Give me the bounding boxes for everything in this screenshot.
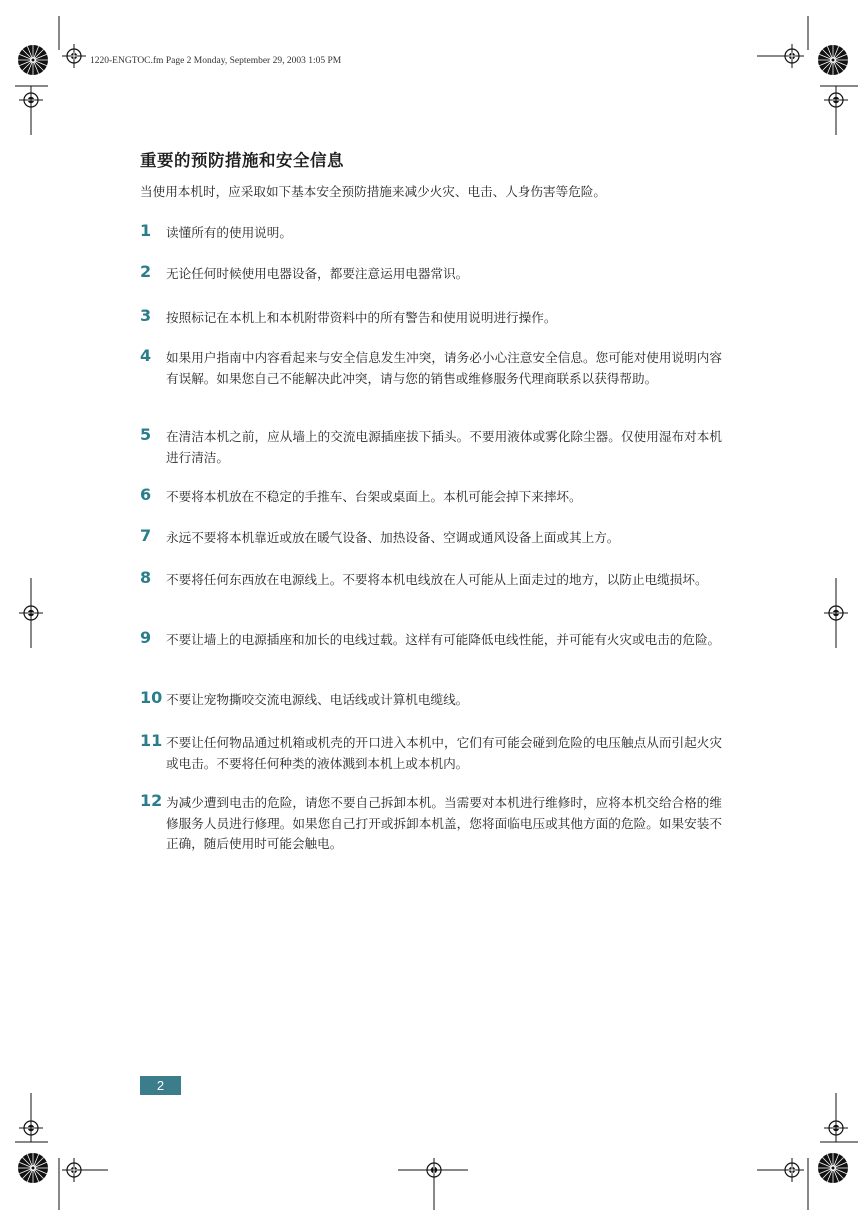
intro-paragraph: 当使用本机时，应采取如下基本安全预防措施来减少火灾、电击、人身伤害等危险。 bbox=[140, 184, 606, 199]
item-number: 4 bbox=[140, 346, 152, 365]
item-text: 如果用户指南中内容看起来与安全信息发生冲突，请务必小心注意安全信息。您可能对使用说明内容有误解。如果您自己不能解决此冲突，请与您的销售或维修服务代理商联系以获得帮助。 bbox=[166, 350, 722, 386]
item-number: 10 bbox=[140, 688, 163, 707]
item-number: 8 bbox=[140, 568, 152, 587]
item-number: 1 bbox=[140, 221, 152, 240]
item-number: 12 bbox=[140, 791, 163, 810]
item-number: 3 bbox=[140, 306, 152, 325]
item-text: 不要让墙上的电源插座和加长的电线过载。这样有可能降低电线性能，并可能有火灾或电击的危险。 bbox=[166, 632, 721, 647]
item-text: 不要让任何物品通过机箱或机壳的开口进入本机中，它们有可能会碰到危险的电压触点从而引起火灾或电击。不要将任何种类的液体溅到本机上或本机内。 bbox=[166, 735, 722, 771]
item-text: 不要将任何东西放在电源线上。不要将本机电线放在人可能从上面走过的地方，以防止电缆损坏。 bbox=[166, 572, 708, 587]
page-number: 2 bbox=[140, 1076, 181, 1095]
file-info-header: 1220-ENGTOC.fm Page 2 Monday, September 29, 2003 1:05 PM bbox=[90, 56, 342, 66]
page-title: 重要的预防措施和安全信息 bbox=[140, 151, 344, 170]
item-number: 6 bbox=[140, 485, 152, 504]
item-text: 按照标记在本机上和本机附带资料中的所有警告和使用说明进行操作。 bbox=[166, 310, 557, 325]
item-text: 为减少遭到电击的危险，请您不要自己拆卸本机。当需要对本机进行维修时，应将本机交给合格的维修服务人员进行修理。如果您自己打开或拆卸本机盖，您将面临电压或其他方面的危险。如果安装不正确，随后使用时可能会触电。 bbox=[166, 795, 722, 851]
item-number: 11 bbox=[140, 731, 163, 750]
item-text: 无论任何时候使用电器设备，都要注意运用电器常识。 bbox=[166, 266, 469, 281]
item-number: 9 bbox=[140, 628, 152, 647]
item-number: 7 bbox=[140, 526, 152, 545]
item-text: 不要让宠物撕咬交流电源线、电话线或计算机电缆线。 bbox=[166, 692, 469, 707]
item-text: 不要将本机放在不稳定的手推车、台架或桌面上。本机可能会掉下来摔坏。 bbox=[166, 489, 582, 504]
item-text: 在清洁本机之前，应从墙上的交流电源插座拔下插头。不要用液体或雾化除尘器。仅使用湿布对本机进行清洁。 bbox=[166, 429, 722, 465]
item-text: 永远不要将本机靠近或放在暖气设备、加热设备、空调或通风设备上面或其上方。 bbox=[166, 530, 620, 545]
item-number: 2 bbox=[140, 262, 152, 281]
item-text: 读懂所有的使用说明。 bbox=[166, 225, 292, 240]
item-number: 5 bbox=[140, 425, 152, 444]
